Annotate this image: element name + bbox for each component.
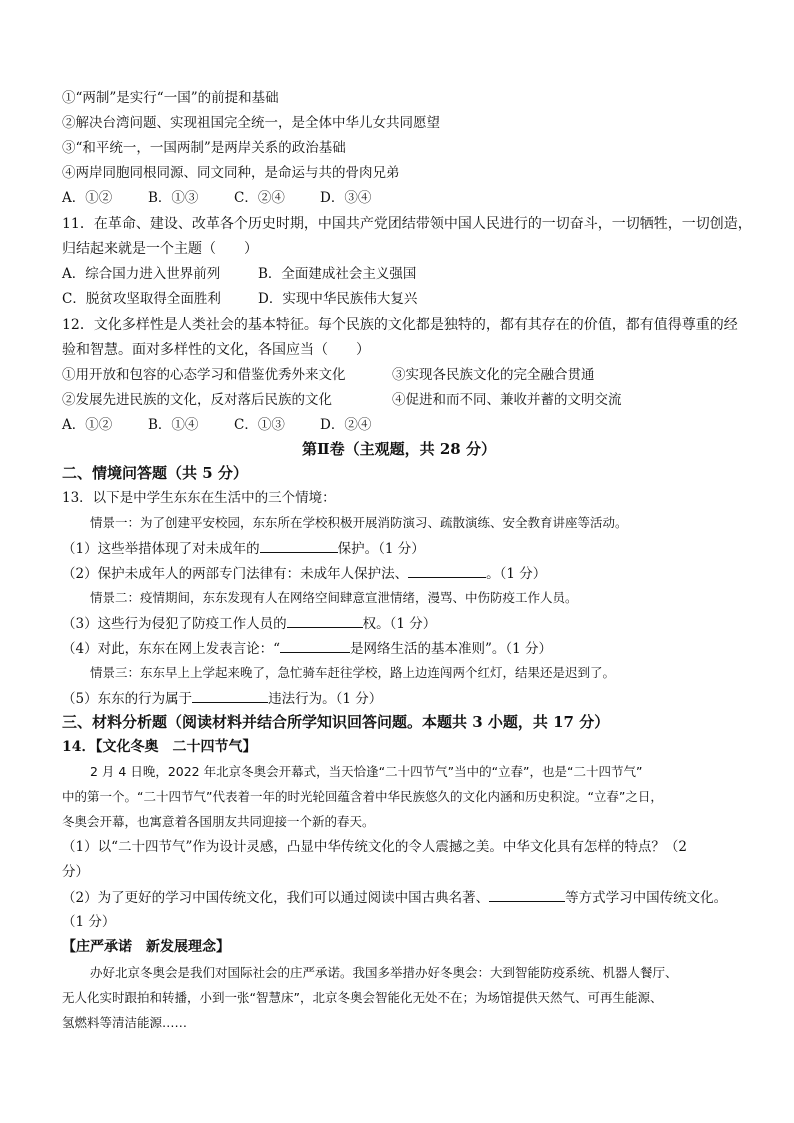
q11-stem-1: 11．在革命、建设、改革各个历史时期，中国共产党团结带领中国人民进行的一切奋斗，一切牺牲，一切创造， bbox=[62, 216, 752, 232]
answer-blank[interactable] bbox=[408, 563, 486, 578]
q12-item-4: ④促进和而不同、兼收并蓄的文明交流 bbox=[392, 392, 622, 408]
q12-items-row2 bbox=[62, 390, 622, 410]
material-2-line-1: 办好北京冬奥会是我们对国际社会的庄严承诺。我国多举措办好冬奥会：大到智能防疫系统、机器人餐厅、 bbox=[90, 965, 678, 980]
q13-sub-1: （1）这些举措体现了对未成年的 保护。（1 分） bbox=[62, 538, 425, 559]
q12-item-2: ②发展先进民族的文化，反对落后民族的文化 bbox=[62, 392, 332, 408]
prev-item-2: ②解决台湾问题、实现祖国完全统一，是全体中华儿女共同愿望 bbox=[62, 115, 440, 131]
q11-stem-2: 归结起来就是一个主题（ ） bbox=[62, 241, 258, 257]
q13-sub-5: （5）东东的行为属于 违法行为。（1 分） bbox=[62, 688, 382, 709]
section3-title: 三、材料分析题（阅读材料并结合所学知识回答问题。本题共 3 小题，共 17 分） bbox=[62, 713, 610, 731]
scene-3: 情景三：东东早上上学起来晚了，急忙骑车赶往学校，路上边连闯两个红灯，结果还是迟到了。 bbox=[90, 665, 616, 680]
q13-stem: 13．以下是中学生东东在生活中的三个情境： bbox=[62, 490, 336, 506]
material-2-line-3: 氢燃料等清洁能源…… bbox=[62, 1015, 188, 1030]
material-1-line-1: 2 月 4 日晚，2022 年北京冬奥会开幕式，当天恰逢“二十四节气”当中的“立春”，也是“二十四节气” bbox=[90, 764, 643, 779]
q13-sub-4: （4）对此，东东在网上发表言论：“ 是网络生活的基本准则”。（1 分） bbox=[62, 638, 552, 659]
option-a: A．①② bbox=[62, 190, 113, 206]
answer-blank[interactable] bbox=[280, 638, 350, 653]
q14-sub-2-line-2: （1 分） bbox=[62, 914, 116, 930]
part2-title: 第Ⅱ卷（主观题，共 28 分） bbox=[302, 440, 496, 458]
q14-tag: 14．【文化冬奥 二十四节气】 bbox=[62, 739, 257, 755]
prev-options bbox=[62, 188, 406, 208]
option-c: C．②④ bbox=[234, 190, 285, 206]
scene-1: 情景一：为了创建平安校园，东东所在学校积极开展消防演习、疏散演练、安全教育讲座等活动。 bbox=[90, 515, 628, 530]
section2-title: 二、情境问答题（共 5 分） bbox=[62, 464, 248, 482]
material-2-line-2: 无人化实时跟拍和转播，小到一张“智慧床”，北京冬奥会智能化无处不在；为场馆提供天然气、可再生能源、 bbox=[62, 990, 663, 1005]
material-1-line-3: 冬奥会开幕，也寓意着各国朋友共同迎接一个新的春天。 bbox=[62, 814, 375, 829]
q12-item-3: ③实现各民族文化的完全融合贯通 bbox=[392, 367, 595, 383]
answer-blank[interactable] bbox=[192, 688, 268, 703]
q12-options bbox=[62, 415, 406, 435]
prev-item-3: ③“和平统一，一国两制”是两岸关系的政治基础 bbox=[62, 140, 346, 156]
q11-options-row2 bbox=[62, 289, 417, 309]
q11-option-b: B．全面建成社会主义强国 bbox=[258, 266, 417, 282]
q13-sub-2: （2）保护未成年人的两部专门法律有：未成年人保护法、 。（1 分） bbox=[62, 563, 546, 584]
answer-blank[interactable] bbox=[260, 538, 338, 553]
option-b: B．①③ bbox=[148, 190, 199, 206]
q11-option-a: A．综合国力进入世界前列 bbox=[62, 266, 221, 282]
option-d: D．②④ bbox=[320, 417, 372, 433]
q14-sub-2: （2）为了更好的学习中国传统文化，我们可以通过阅读中国古典名著、 等方式学习中国传统文化。 bbox=[62, 887, 727, 908]
answer-blank[interactable] bbox=[287, 613, 363, 628]
q12-stem-2: 验和智慧。面对多样性的文化，各国应当（ ） bbox=[62, 342, 370, 358]
material-1-line-2: 中的第一个。“二十四节气”代表着一年的时光轮回蕴含着中华民族悠久的文化内涵和历史积淀。“立春”之日， bbox=[62, 789, 663, 804]
q11-options-row1 bbox=[62, 264, 416, 284]
q11-option-c: C．脱贫攻坚取得全面胜利 bbox=[62, 291, 221, 307]
option-d: D．③④ bbox=[320, 190, 372, 206]
scene-2: 情景二：疫情期间，东东发现有人在网络空间肆意宣泄情绪，漫骂、中伤防疫工作人员。 bbox=[90, 590, 578, 605]
q14-sub-1-line-2: 分） bbox=[62, 864, 89, 880]
q14-sub-1-line-1: （1）以“二十四节气”作为设计灵感，凸显中华传统文化的令人震撼之美。中华文化具有怎样的特点？（2 bbox=[62, 839, 687, 855]
answer-blank[interactable] bbox=[489, 887, 565, 902]
q12-stem-1: 12．文化多样性是人类社会的基本特征。每个民族的文化都是独特的，都有其存在的价值，都有值得尊重的经 bbox=[62, 317, 738, 333]
option-a: A．①② bbox=[62, 417, 113, 433]
q11-option-d: D．实现中华民族伟大复兴 bbox=[258, 291, 418, 307]
q12-items-row1 bbox=[62, 365, 595, 385]
q13-sub-3: （3）这些行为侵犯了防疫工作人员的 权。（1 分） bbox=[62, 613, 436, 634]
q12-item-1: ①用开放和包容的心态学习和借鉴优秀外来文化 bbox=[62, 367, 346, 383]
material-2-tag: 【庄严承诺 新发展理念】 bbox=[62, 939, 230, 955]
option-c: C．①③ bbox=[234, 417, 285, 433]
prev-item-4: ④两岸同胞同根同源、同文同种，是命运与共的骨肉兄弟 bbox=[62, 165, 400, 181]
option-b: B．①④ bbox=[148, 417, 199, 433]
prev-item-1: ①“两制”是实行“一国”的前提和基础 bbox=[62, 90, 279, 106]
